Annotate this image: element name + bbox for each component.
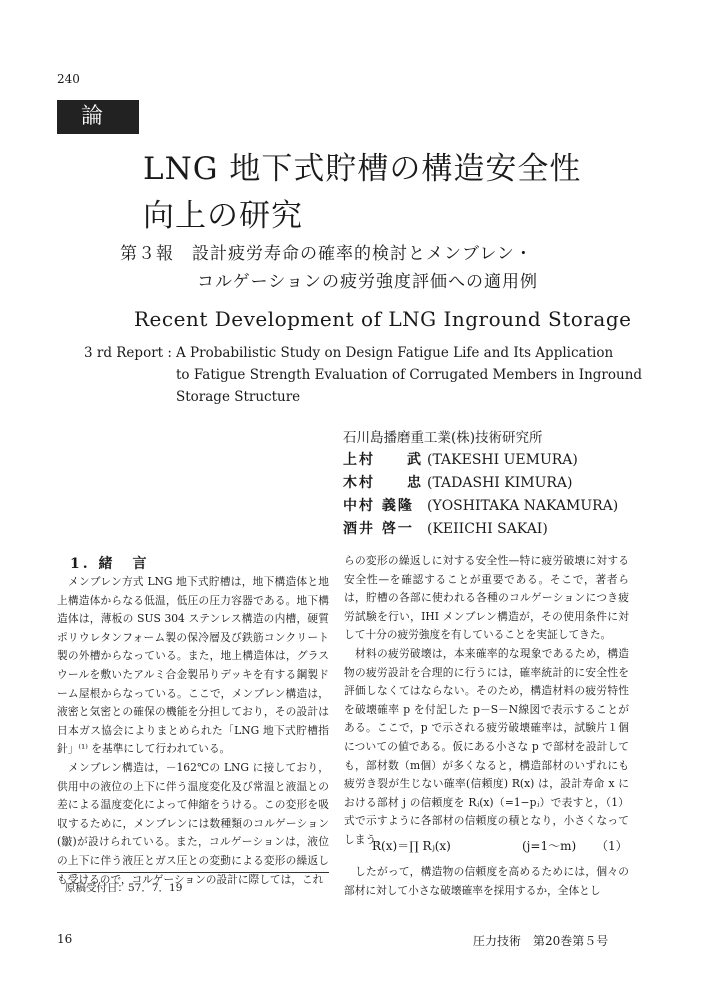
paragraph: メンブレン構造は，－162℃の LNG に接しており，供用中の液位の上下に伴う温度変化及び常温と液温との差による温度変化によって伸縮をうける。この変形を吸収するために，メンブレンには数種類のコルゲーション(皺)が設けられている。また，コルゲーションは，液位の上下に伴う液圧とガス圧との変動による変形の繰返しも受けるので，コルゲーションの設計に際しては，これ bbox=[57, 760, 329, 886]
article-type-badge: 論文 bbox=[57, 100, 139, 134]
author-name-jp: 中村 義隆 bbox=[343, 498, 414, 514]
english-report bbox=[84, 342, 644, 408]
equation-1 bbox=[372, 837, 632, 854]
footnote-divider bbox=[57, 872, 329, 873]
author-name-en: (KEIICHI SAKAI) bbox=[427, 521, 548, 537]
right-column bbox=[344, 552, 629, 850]
subtitle-line-2: コルゲーションの疲労強度評価への適用例 bbox=[197, 272, 538, 292]
subtitle-line-1: 第３報 設計疲労寿命の確率的検討とメンブレン・ bbox=[120, 244, 533, 264]
equation-expression: R(x)＝∏ Rⱼ(x) bbox=[372, 839, 451, 853]
equation-number: （1） bbox=[596, 839, 628, 853]
page-number: 240 bbox=[57, 72, 80, 86]
report-label: 3 rd Report : bbox=[84, 345, 172, 361]
journal-page-number: 16 bbox=[57, 932, 73, 946]
title-line-2: 向上の研究 bbox=[143, 198, 303, 234]
author-name-en: (YOSHITAKA NAKAMURA) bbox=[427, 498, 619, 514]
paragraph: メンブレン方式 LNG 地下式貯槽は，地下構造体と地上構造体からなる低温，低圧の圧力容器である。地下構造体は，薄板の SUS 304 ステンレス構造の内槽，硬質ポリウレタンフォーム製の保冷層及び鉄筋コンクリート製の外槽からなっている。また，地上構造体は，グラスウールを敷いたアルミ合金製吊りデッキを有する鋼製ドーム屋根からなっている。ここで，メンブレン構造は，液密と気密との確保の機能を分担しており，その設計は日本ガス協会によりまとめられた「LNG 地下式貯槽指針」⁽¹⁾ を基準にして行われている。 bbox=[57, 575, 329, 756]
author-name-jp: 木村 忠 bbox=[343, 475, 423, 491]
author bbox=[343, 495, 618, 515]
report-line-2: to Fatigue Strength Evaluation of Corrugated Members in Inground bbox=[176, 367, 643, 383]
english-title: Recent Development of LNG Inground Storage bbox=[134, 307, 632, 331]
author bbox=[343, 449, 578, 469]
report-line-1: A Probabilistic Study on Design Fatigue Life and Its Application bbox=[176, 345, 614, 361]
author-name-en: (TAKESHI UEMURA) bbox=[427, 452, 578, 468]
journal-name: 圧力技術 第20巻第５号 bbox=[473, 934, 609, 948]
author-name-jp: 酒井 啓一 bbox=[343, 521, 414, 537]
paragraph: らの変形の繰返しに対する安全性—特に疲労破壊に対する安全性—を確認することが重要である。そこで，著者らは，貯槽の各部に使われる各種のコルゲーションにつき疲労試験を行い，IHI メンブレン構造が，その使用条件に対して十分の疲労強度を有していることを実証してきた。 bbox=[344, 554, 629, 642]
right-column-continued bbox=[344, 863, 629, 900]
affiliation: 石川島播磨重工業(株)技術研究所 bbox=[343, 430, 543, 446]
report-line-3: Storage Structure bbox=[176, 389, 301, 405]
author bbox=[343, 472, 573, 492]
author-name-jp: 上村 武 bbox=[343, 452, 423, 468]
equation-condition: (j=1～m) bbox=[522, 839, 577, 853]
left-column bbox=[57, 573, 329, 889]
title-line-1: LNG 地下式貯槽の構造安全性 bbox=[143, 151, 582, 187]
section-heading: 1. 緒 言 bbox=[70, 556, 150, 572]
author-name-en: (TADASHI KIMURA) bbox=[427, 475, 573, 491]
paragraph: したがって，構造物の信頼度を高めるためには，個々の部材に対して小さな破壊確率を採用するか，全体とし bbox=[344, 865, 629, 897]
received-date: 原稿受付日：57．7．19 bbox=[65, 882, 183, 894]
paragraph: 材料の疲労破壊は，本来確率的な現象であるため，構造物の疲労設計を合理的に行うには，確率統計的に安全性を評価しなくてはならない。そのため，構造材料の疲労特性を破壊確率 p を付記した p－S－N線図で表示することがある。ここで，p で示される疲労破壊確率は，試験片１個についての値である。仮にある小さな p で部材を設計しても，部材数（m個）が多くなると，構造部材のいずれにも疲労き裂が生じない確率(信頼度) R(x) は，設計寿命 x における部材 j の信頼度を Rⱼ(x)（=1−pⱼ）で表すと，（1）式で示すように各部材の信頼度の積となり，小さくなってしまう。 bbox=[344, 646, 629, 846]
author bbox=[343, 518, 548, 538]
